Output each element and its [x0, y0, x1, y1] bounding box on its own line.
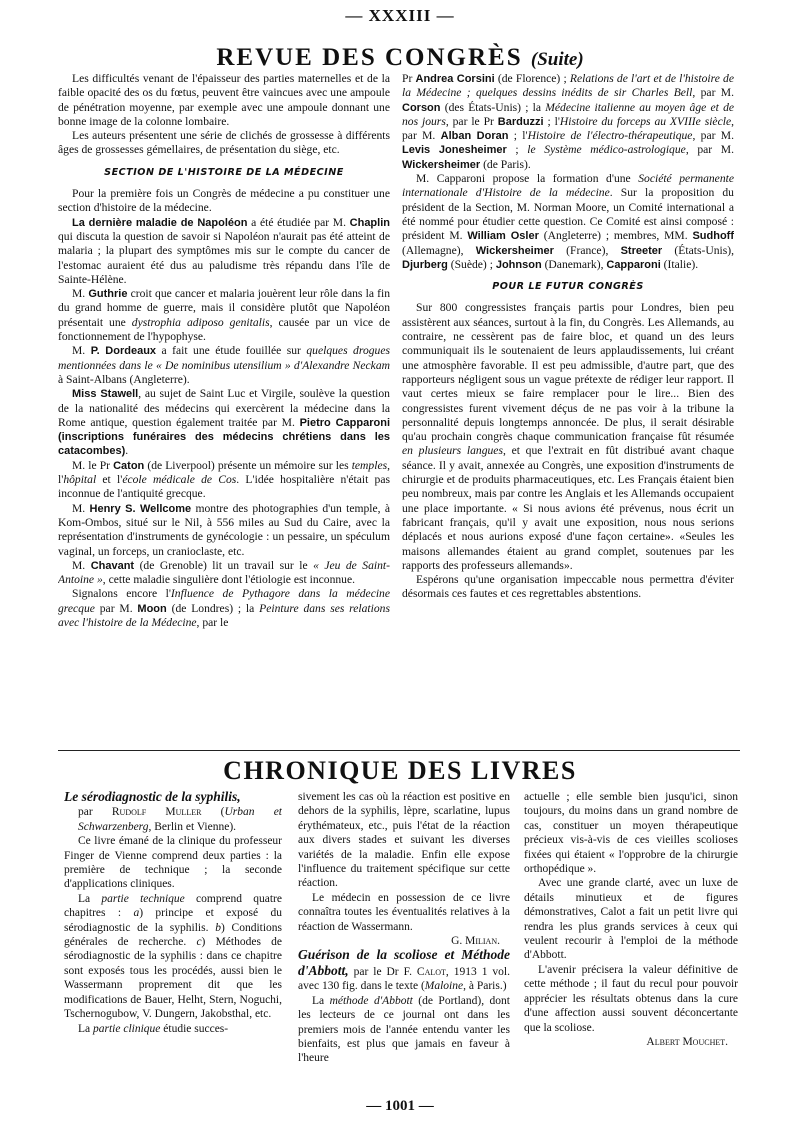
section-heading: SECTION DE L'HISTOIRE DE LA MÉDECINE: [104, 166, 344, 178]
paragraph: M. P. Dordeaux a fait une étude fouillée sur quelques drogues mentionnées dans le « De nominibus utensilium » d'Alexandre Neckam à Saint-Albans (Angleterre).: [58, 344, 390, 386]
signature: Albert Mouchet.: [646, 1035, 728, 1048]
paragraph: Sur 800 congressistes français partis pour Londres, bien peu assistèrent aux séances, surtout à la fin, du Congrès. Les Allemands, au contraire, ne cessèrent pas de faire bloc, et quand un des leurs communiquait ils le soutenaient de leurs applaudissements, lui créant une atmosphère favorable. Il est peu admissible, d'autre part, que des rapporteurs négligent sous un vague prétexte de rédiger leur rapport. Il vaut certes mieux se faire remplacer pour le lire... Bien des congressistes furent vivement déçus de ne pas voir à la tribune la personnalité depuis longtemps annoncée. De plus, il serait désirable qu'au prochain congrès chaque communication française fût résumée en plusieurs langues, et que l'extrait en fût distribué avant chaque séance. Il y avait, annexée au Congrès, une exposition d'instruments de chirurgie et de produits pharmaceutiques, etc. Les Français étaient bien peu nombreux, mais par contre les Anglais et les Allemands occupaient une place importante. « Si nous avions été prévenus, nous écrit un fabricant français, qu'il y avait une exposition, nous nous serions déplacés et nous aurions exposé d'une façon certaine». «Seules les maisons allemandes étaient au grand complet, soutenues par les rapports des professeurs allemands».: [402, 301, 734, 572]
paragraph: La partie technique comprend quatre chapitres : a) principe et exposé du sérodiagnostic de la syphilis. b) Conditions générales de recherche. c) Méthodes de sérodiagnostic de la syphilis : dans ce chapitre sont exposés tous les procédés, aussi bien le Wassermann proprement dit que les modifications de Bauer, Helht, Stern, Noguchi, Tschernogubow, V. Dungern, Jakobsthal, etc.: [64, 892, 282, 1021]
paragraph: M. Capparoni propose la formation d'une Société permanente internationale d'Histoire de la médecine. Sur la proposition du président de la Section, M. Norman Moore, un Comité international a été nommé pour étudier cette question. Ce Comité est ainsi composé : président M. William Osler (Angleterre) ; membres, MM. Sudhoff (Allemagne), Wickersheimer (France), Streeter (États-Unis), Djurberg (Suède) ; Johnson (Danemark), Capparoni (Italie).: [402, 172, 734, 271]
paragraph: Ce livre émané de la clinique du professeur Finger de Vienne comprend deux parties : la première de technique ; la seconde d'applications cliniques.: [64, 835, 282, 891]
paragraph: M. le Pr Caton (de Liverpool) présente un mémoire sur les temples, l'hôpital et l'école médicale de Cos. L'idée hospitalière n'était pas inconnue de l'antiquité grecque.: [58, 458, 390, 501]
paragraph: Pr Andrea Corsini (de Florence) ; Relations de l'art et de l'histoire de la Médecine ; quelques dessins inédits de sir Charles Bell, par M. Corson (des États-Unis) ; la Médecine italienne au moyen âge et de nos jours, par le Pr Barduzzi ; l'Histoire du forceps au XVIIIe siècle, par M. Alban Doran ; l'Histoire de l'électro-thérapeutique, par M. Levis Jonesheimer ; le Système médico-astrologique, par M. Wickersheimer (de Paris).: [402, 72, 734, 171]
paragraph: M. Guthrie croit que cancer et malaria jouèrent leur rôle dans la fin du grand homme de guerre, mais il considère plutôt que Napoléon présentait une dystrophia adiposo genitalis, causée par un vice de fonctionnement de l'hypophyse.: [58, 287, 390, 344]
paragraph: La méthode d'Abbott (de Portland), dont les lecteurs de ce journal ont dans les premiers mois de l'année entendu vanter les bienfaits, est plus que jamais en faveur à l'heure: [298, 994, 510, 1065]
paragraph: Espérons qu'une organisation impeccable nous permettra d'éviter désormais ces fautes et ces regrettables abstentions.: [402, 573, 734, 601]
paragraph: actuelle ; elle semble bien jusqu'ici, sinon toujours, du moins dans un grand nombre de cas, constituer un moyen thérapeutique précieux vis-à-vis de ces vieilles scolioses fixées qui étaient « l'opprobre de la chirurgie orthopédique ».: [524, 791, 738, 876]
book-column-3: [524, 790, 738, 1090]
paragraph: M. Henry S. Wellcome montre des photographies d'un temple, à Kom-Ombos, situé sur le Nil, à 556 miles au Sud du Caire, avec la représentation d'instruments de gynécologie : un pessaire, un spéculum vaginal, un forceps, un cranioclaste, etc.: [58, 501, 390, 558]
left-column: [58, 72, 390, 752]
paragraph: Le médecin en possession de ce livre connaîtra toutes les éventualités relatives à la réaction de Wassermann.: [298, 891, 510, 933]
title-suite: (Suite): [530, 49, 584, 70]
paragraph: La dernière maladie de Napoléon a été étudiée par M. Chaplin qui discuta la question de savoir si Napoléon n'aurait pas été atteint de malaria ; la plupart des symptômes mis sur le compte du cancer de l'estomac auraient été dus au paludisme très répandu dans l'île de Sainte-Hélène.: [58, 215, 390, 286]
page-number: — 1001 —: [366, 1098, 434, 1114]
section-heading: POUR LE FUTUR CONGRÈS: [492, 281, 644, 293]
paragraph: Miss Stawell, au sujet de Saint Luc et Virgile, soulève la question de la nationalité des médecins qui exercèrent la médecine dans la Rome antique, question également traitée par M. Pietro Capparoni (inscriptions funéraires des médecins chrétiens dans les catacombes).: [58, 387, 390, 458]
paragraph: Pour la première fois un Congrès de médecine a pu constituer une section d'histoire de la médecine.: [58, 187, 390, 215]
paragraph: sivement les cas où la réaction est positive en dehors de la syphilis, lèpre, scarlatine, lupus érythémateux, etc., puis l'état de la réaction aux divers stades et suivant les diverses variétés de la maladie. Enfin elle expose l'influence du traitement spécifique sur cette réaction.: [298, 791, 510, 890]
page-title: [0, 44, 800, 72]
paragraph: La partie clinique étudie succes-: [78, 1022, 229, 1035]
book-column-1: [64, 790, 282, 1090]
paragraph: Les auteurs présentent une série de clichés de grossesse à différents âges de grossesses gémellaires, de présentation du siège, etc.: [58, 129, 390, 157]
book-column-2: [298, 790, 510, 1090]
book-title: Guérison de la scoliose et Méthode d'Abbott, par le Dr F. Calot, 1913 1 vol. avec 130 fig. dans le texte (Maloine, à Paris.): [298, 947, 510, 993]
signature: G. Milian.: [451, 935, 500, 948]
paragraph: M. Chavant (de Grenoble) lit un travail sur le « Jeu de Saint-Antoine », cette maladie singulière dont l'étiologie est inconnue.: [58, 558, 390, 587]
title-text: REVUE DES CONGRÈS: [216, 44, 523, 71]
book-meta: par Rudolf Muller (Urban et Schwarzenberg, Berlin et Vienne).: [78, 806, 282, 833]
paragraph: Les difficultés venant de l'épaisseur des parties maternelles et de la faible opacité des os du fœtus, peuvent être vaincues avec une ampoule de pénétration moyenne, par exemple avec une ampoule donnant une bonne image de la colonne lombaire.: [58, 72, 390, 128]
paragraph: L'avenir précisera la valeur définitive de cette méthode ; il faut du recul pour pouvoir apprécier les résultats obtenus dans la cure d'une affection aussi souvent déconcertante que la scoliose.: [524, 963, 738, 1034]
right-column: [402, 72, 734, 752]
paragraph: Signalons encore l'Influence de Pythagore dans la médecine grecque par M. Moon (de Londres) ; la Peinture dans ses relations avec l'histoire de la Médecine, par le: [58, 587, 390, 629]
roman-page-number: — XXXIII —: [345, 6, 455, 25]
chronique-title: CHRONIQUE DES LIVRES: [223, 756, 577, 785]
book-title: Le sérodiagnostic de la syphilis,: [64, 790, 241, 804]
paragraph: Avec une grande clarté, avec un luxe de détails minutieux et de figures démonstratives, Calot a fait un petit livre qui rendra les plus grands services à ceux qui veulent recourir à l'emploi de la méthode d'Abbott.: [524, 877, 738, 962]
section-divider: [58, 750, 740, 751]
